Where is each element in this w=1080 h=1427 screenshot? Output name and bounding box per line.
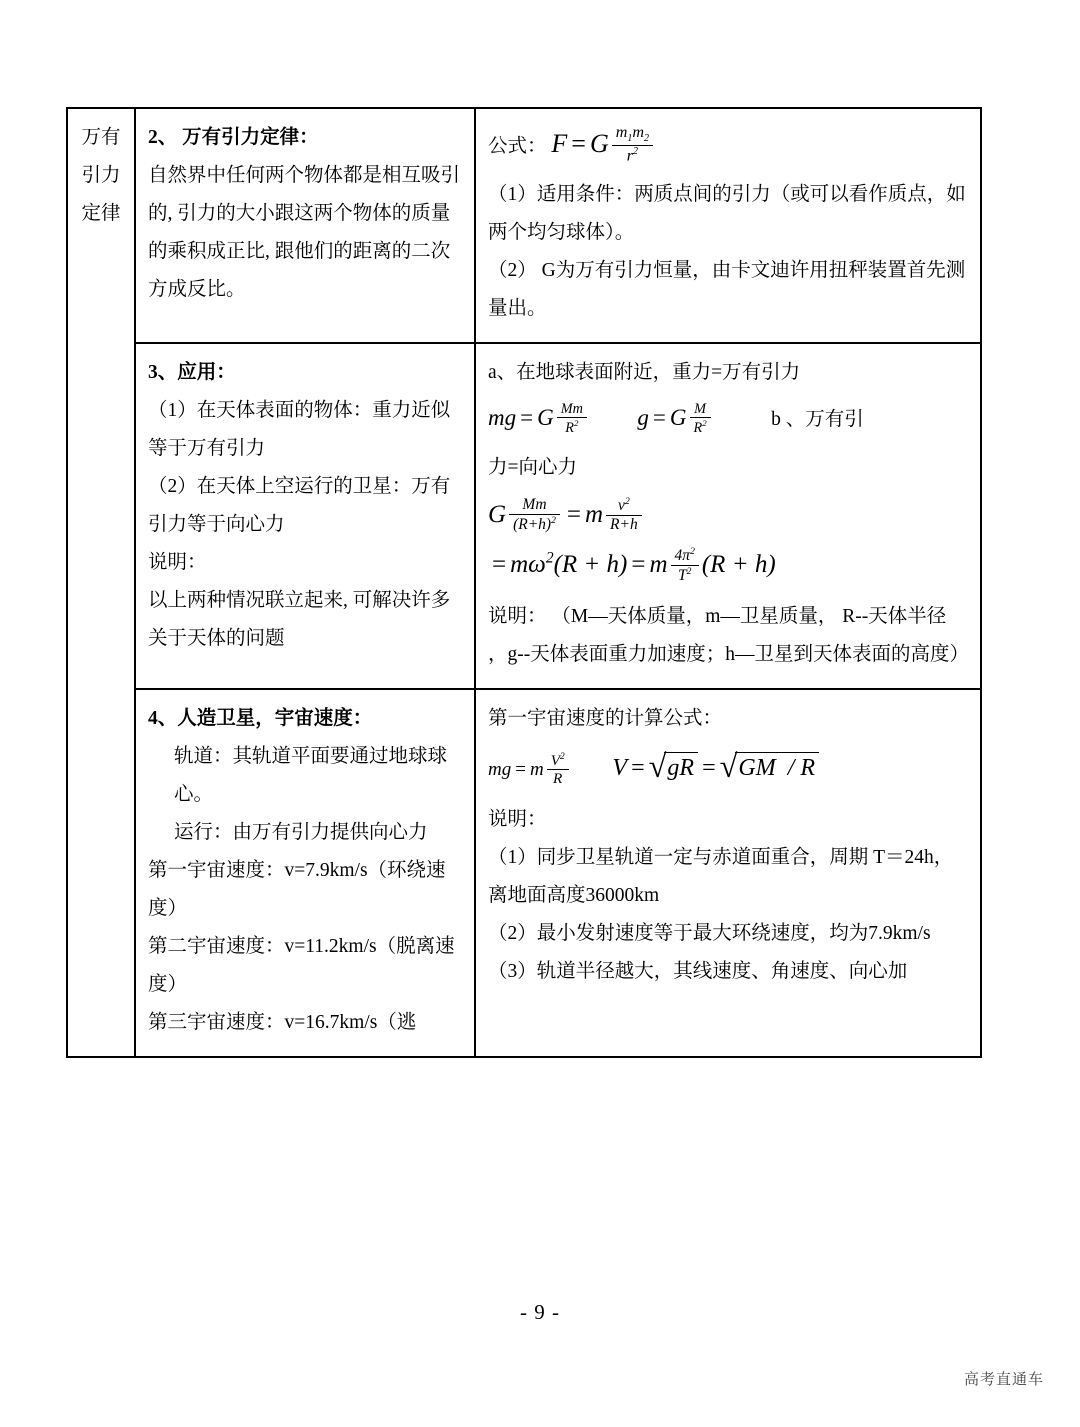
watermark: 高考直通车	[963, 1371, 1044, 1388]
application-note-label: 说明：	[148, 551, 207, 573]
formula-first-cosmic-velocity: mg = m $\frac{V^2}{R}$ V = √gR = √GM / R	[488, 748, 968, 789]
application-item-1: （1）在天体表面的物体：重力近似等于万有引力	[148, 399, 451, 459]
table-row	[67, 689, 981, 1057]
cell-row1-left	[135, 108, 475, 343]
satellite-motion: 运行：由万有引力提供向心力	[174, 822, 428, 844]
condition-item-2: （2） G为万有引力恒量，由卡文迪许用扭秤装置首先测量出。	[488, 259, 966, 319]
cell-row1-right	[475, 108, 981, 343]
table-row	[67, 343, 981, 689]
formula-g-GM-R2: g = G $\frac{M}{R^2}$	[637, 405, 719, 430]
formula-label: 公式： F = G $\frac{m_1m_2}{r^2}$	[488, 119, 968, 170]
line-b-label: b 、万有引	[771, 408, 864, 430]
line-a-surface-gravity: a、在地球表面附近，重力=万有引力	[488, 361, 801, 383]
row-label-gravitation: 万有引力定律	[67, 108, 135, 1057]
formula-omega-period: = $m\omega^2(R + h) = m$ $\frac{4\pi^2}{T^2}$ (R + h)	[492, 546, 776, 585]
note-item-3: （3）轨道半径越大，其线速度、角速度、向心加	[488, 960, 908, 982]
heading-3: 3、应用：	[148, 361, 236, 383]
application-note-text: 以上两种情况联立起来, 可解决许多关于天体的问题	[148, 589, 451, 649]
formula-row-mg-g	[488, 402, 968, 438]
paragraph-gravitation-law: 自然界中任何两个物体都是相互吸引的, 引力的大小跟这两个物体的质量的乘积成正比, 跟他们的距离的二次方成反比。	[148, 165, 461, 301]
condition-item-1: （1）适用条件：两质点间的引力（或可以看作质点，如两个均匀球体）。	[488, 183, 966, 243]
formula-mg-GMm-R2: mg = G $\frac{Mm}{R^2}$	[488, 405, 596, 430]
note-item-1: （1）同步卫星轨道一定与赤道面重合，周期 T＝24h，离地面高度36000km	[488, 846, 954, 906]
page-number: - 9 -	[520, 1300, 560, 1324]
physics-notes-table	[66, 107, 982, 1058]
table-row	[67, 108, 981, 343]
first-cosmic-speed: 第一宇宙速度：v=7.9km/s（环绕速度）	[148, 860, 446, 920]
symbols-note: 说明： （M—天体质量，m—卫星质量， R--天体半径 ，g--天体表面重力加速度；h—卫星到天体表面的高度）	[488, 606, 969, 666]
third-cosmic-speed: 第三宇宙速度：v=16.7km/s（逃	[148, 1012, 417, 1034]
heading-4: 4、人造卫星，宇宙速度：	[148, 708, 373, 730]
satellite-orbit: 轨道：其轨道平面要通过地球球心。	[174, 746, 448, 806]
cell-row2-left	[135, 343, 475, 689]
note-label: 说明：	[488, 808, 547, 830]
second-cosmic-speed: 第二宇宙速度：v=11.2km/s（脱离速度）	[148, 936, 455, 996]
formula-gravity-equals-centripetal: G $\frac{Mm}{(R+h)^2}$ = m $\frac{v^2}{R+h}$	[488, 497, 968, 535]
note-item-2: （2）最小发射速度等于最大环绕速度，均为7.9km/s	[488, 922, 931, 944]
first-cosmic-formula-title: 第一宇宙速度的计算公式：	[488, 708, 723, 730]
line-b-centripetal: 力=向心力	[488, 457, 577, 479]
cell-row3-right	[475, 689, 981, 1057]
formula-newton-gravitation: F = G $\frac{m_1m_2}{r^2}$	[551, 129, 656, 158]
cell-row2-right	[475, 343, 981, 689]
heading-2: 2、 万有引力定律：	[148, 127, 319, 148]
cell-row3-left	[135, 689, 475, 1057]
application-item-2: （2）在天体上空运行的卫星：万有引力等于向心力	[148, 475, 451, 535]
